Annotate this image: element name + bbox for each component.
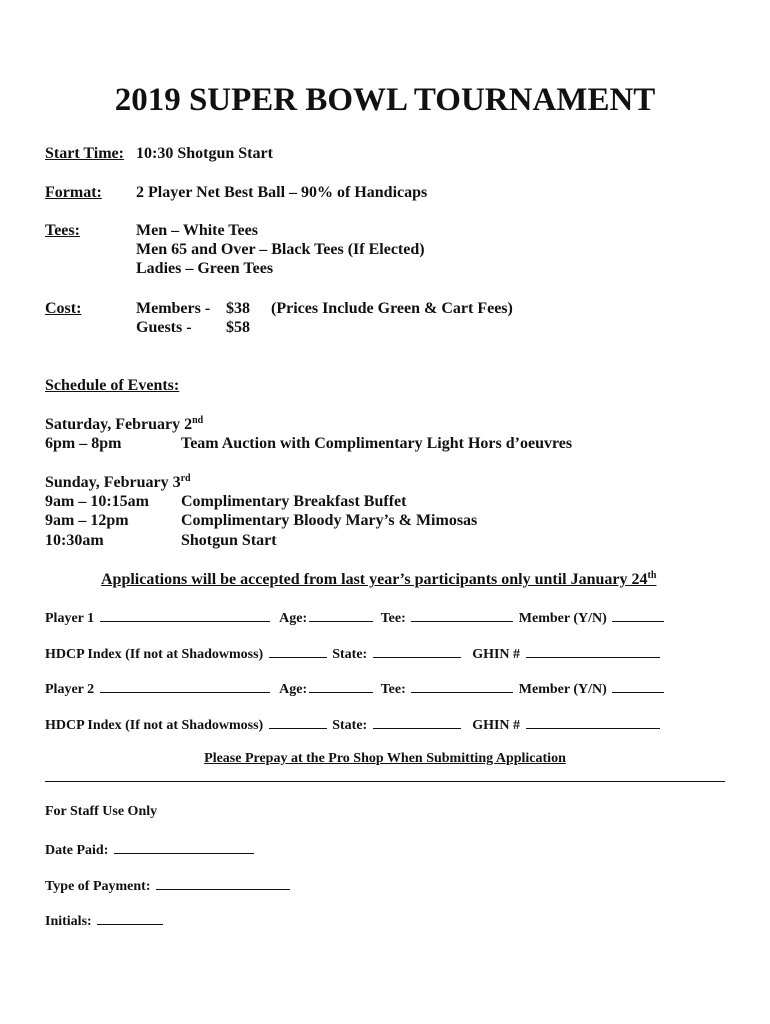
member-label: Member (Y/N)	[518, 682, 607, 697]
cost-label: Cost:	[45, 300, 82, 317]
cost-note: (Prices Include Green & Cart Fees)	[271, 300, 513, 317]
hdcp-label: HDCP Index (If not at Shadowmoss)	[45, 647, 264, 662]
event-desc: Complimentary Bloody Mary’s & Mimosas	[181, 512, 478, 529]
player2-tee-field[interactable]	[411, 678, 513, 693]
player2-hdcp-row	[45, 714, 662, 735]
members-label: Members -	[136, 300, 211, 317]
event-time: 9am – 10:15am	[45, 493, 149, 510]
members-price: $38	[226, 300, 250, 317]
player1-hdcp-row	[45, 643, 662, 664]
player1-tee-field[interactable]	[411, 607, 513, 622]
saturday-heading: Saturday, February 2nd	[45, 415, 204, 433]
event-desc: Shotgun Start	[181, 532, 277, 549]
initials-label: Initials:	[45, 914, 92, 929]
player2-row	[45, 678, 666, 699]
tees-label: Tees:	[45, 222, 80, 239]
guests-label: Guests -	[136, 319, 192, 336]
payment-type-label: Type of Payment:	[45, 879, 151, 894]
applications-note: Applications will be accepted from last year’s participants only until January 24th	[101, 570, 657, 588]
member-label: Member (Y/N)	[518, 611, 607, 626]
event-desc: Complimentary Breakfast Buffet	[181, 493, 407, 510]
event-time: 9am – 12pm	[45, 512, 129, 529]
player2-state-field[interactable]	[373, 714, 461, 729]
start-time-label: Start Time:	[45, 145, 124, 162]
tees-line: Men 65 and Over – Black Tees (If Elected)	[136, 241, 425, 258]
tees-line: Men – White Tees	[136, 222, 258, 239]
player2-hdcp-field[interactable]	[269, 714, 327, 729]
player1-ghin-field[interactable]	[526, 643, 660, 658]
player1-hdcp-field[interactable]	[269, 643, 327, 658]
tees-line: Ladies – Green Tees	[136, 260, 274, 277]
player2-age-field[interactable]	[309, 678, 373, 693]
format-label: Format:	[45, 184, 102, 201]
divider	[45, 781, 725, 782]
player2-label: Player 2	[45, 682, 95, 697]
player1-state-field[interactable]	[373, 643, 461, 658]
player1-row	[45, 607, 666, 628]
start-time-value: 10:30 Shotgun Start	[136, 145, 273, 162]
ghin-label: GHIN #	[472, 718, 521, 733]
player2-name-field[interactable]	[100, 678, 270, 693]
player1-label: Player 1	[45, 611, 95, 626]
guests-price: $58	[226, 319, 250, 336]
player1-name-field[interactable]	[100, 607, 270, 622]
date-paid-field[interactable]	[114, 839, 254, 854]
date-paid-label: Date Paid:	[45, 843, 109, 858]
event-desc: Team Auction with Complimentary Light Hors d’oeuvres	[181, 435, 573, 452]
hdcp-label: HDCP Index (If not at Shadowmoss)	[45, 718, 264, 733]
staff-heading: For Staff Use Only	[45, 804, 158, 819]
date-paid-row	[45, 839, 256, 860]
age-label: Age:	[279, 611, 308, 626]
player2-member-field[interactable]	[612, 678, 664, 693]
sunday-heading: Sunday, February 3rd	[45, 473, 191, 491]
ghin-label: GHIN #	[472, 647, 521, 662]
state-label: State:	[332, 647, 368, 662]
age-label: Age:	[279, 682, 308, 697]
payment-type-field[interactable]	[156, 875, 290, 890]
initials-row	[45, 910, 165, 931]
payment-type-row	[45, 875, 292, 896]
player1-member-field[interactable]	[612, 607, 664, 622]
prepay-note: Please Prepay at the Pro Shop When Submitting Application	[204, 751, 566, 766]
state-label: State:	[332, 718, 368, 733]
player2-ghin-field[interactable]	[526, 714, 660, 729]
tee-label: Tee:	[380, 611, 406, 626]
format-value: 2 Player Net Best Ball – 90% of Handicaps	[136, 184, 428, 201]
player1-age-field[interactable]	[309, 607, 373, 622]
page-title: 2019 SUPER BOWL TOURNAMENT	[114, 82, 656, 118]
event-time: 6pm – 8pm	[45, 435, 122, 452]
event-time: 10:30am	[45, 532, 104, 549]
initials-field[interactable]	[97, 910, 163, 925]
schedule-heading: Schedule of Events:	[45, 377, 180, 394]
tee-label: Tee:	[380, 682, 406, 697]
